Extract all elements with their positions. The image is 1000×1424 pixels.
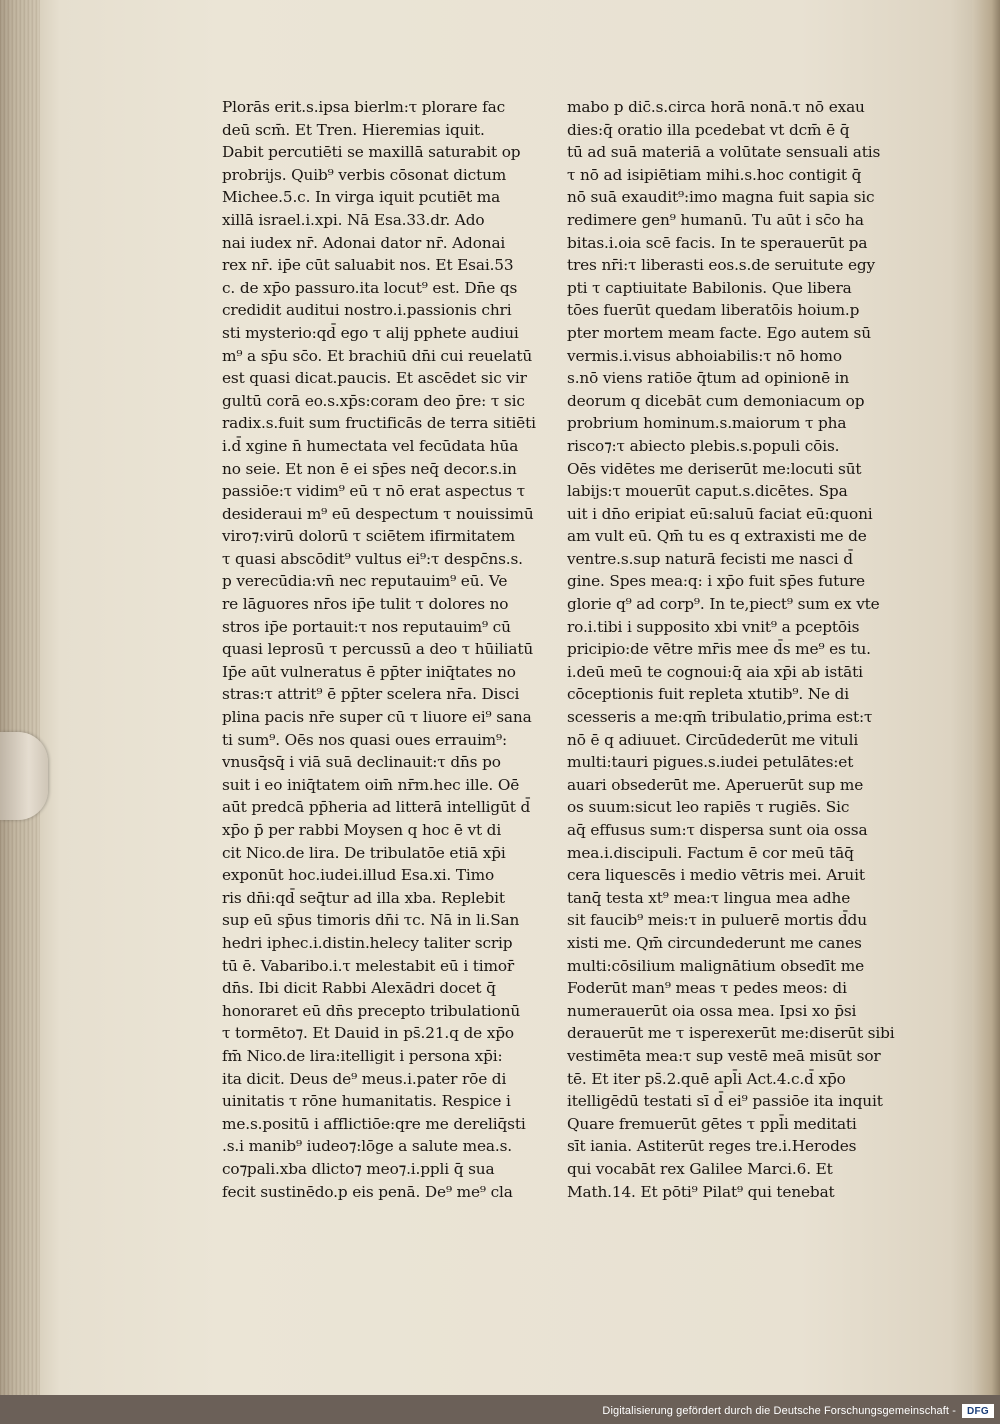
right-column-line: glorie q⁹ ad corp⁹. In te,piect⁹ sum ex vte (567, 595, 880, 614)
book-clasp (0, 732, 48, 820)
right-column-line: Math.14. Et pōti⁹ Pilat⁹ qui tenebat (567, 1182, 835, 1201)
left-column-line: desideraui m⁹ eū despectum τ nouissimū (222, 504, 534, 523)
left-column-line: radix.s.fuit sum fructificās de terra sitiēti (222, 414, 536, 433)
right-column-line: i.deū meū te cognoui:q̄ aia xp̄i ab istāti (567, 662, 863, 681)
left-column-line: probrijs. Quib⁹ verbis cōsonat dictum (222, 165, 507, 184)
right-column-line: cōceptionis fuit repleta xtutib⁹. Ne di (567, 685, 849, 704)
left-column-line: credidit auditui nostro.i.passionis chri (222, 301, 512, 320)
right-column-line: tres nr̄i:τ liberasti eos.s.de seruitute egy (567, 256, 876, 275)
right-column-line: s.nō viens ratiōe q̄tum ad opinionē in (567, 369, 850, 388)
right-column-line: itelligēdū testati sī d̄ ei⁹ passiōe ita inquit (567, 1092, 883, 1111)
left-column-line: rex nr̄. ip̄e cūt saluabit nos. Et Esai.53 (222, 256, 514, 275)
left-column-line: suit i eo iniq̄tatem oim̄ nr̄m.hec ille. Oē (222, 775, 520, 794)
left-column-line: hedri iphec.i.distin.helecy taliter scrip (222, 933, 513, 952)
right-column-line: risco⁊:τ abiecto plebis.s.populi cōis. (567, 436, 840, 455)
left-column-line: stros ip̄e portauit:τ nos reputauim⁹ cū (222, 617, 511, 636)
left-column-line: p verecūdia:vn̄ nec reputauim⁹ eū. Ve (222, 572, 508, 591)
left-column-line: Plorās erit.s.ipsa bierlm:τ plorare fac (222, 98, 506, 116)
right-column-line: redimere gen⁹ humanū. Tu aūt i sc̄o ha (567, 210, 864, 229)
left-column-line: nai iudex nr̄. Adonai dator nr̄. Adonai (222, 233, 506, 252)
left-column-line: stras:τ attrit⁹ ē pp̄ter scelera nr̄a. Disci (222, 685, 520, 704)
left-column-line: me.s.positū i afflictiōe:qre me dereliq̄sti (222, 1114, 526, 1133)
left-column-line: xp̄o p̄ per rabbi Moysen q hoc ē vt di (222, 821, 502, 839)
right-column-line: pricipio:de vētre mr̄is mee d̄s me⁹ es tu. (567, 640, 871, 659)
left-column-line: vnusq̄sq̄ i viā suā declinauit:τ dn̄s po (222, 753, 501, 772)
right-column-line: nō suā exaudit⁹:imo magna fuit sapia sic (567, 188, 875, 207)
right-column-line: ro.i.tibi i supposito xbi vnit⁹ a pceptōis (567, 617, 860, 636)
page-gutter-edge (972, 0, 1000, 1395)
left-column-line: deū scm̄. Et Tren. Hieremias iquit. (222, 120, 485, 139)
right-column-line: probrium hominum.s.maiorum τ pha (567, 414, 847, 433)
right-column-line: cera liquescēs i medio vētris mei. Aruit (567, 866, 865, 885)
right-column-line: multi:cōsilium malignātium obsedīt me (567, 956, 865, 975)
left-column-line: fecit sustinēdo.p eis penā. De⁹ me⁹ cla (222, 1182, 513, 1201)
left-column-line: no seie. Et non ē ei sp̄es neq̄ decor.s.in (222, 459, 517, 478)
right-column-line: Foderūt man⁹ meas τ pedes meos: di (567, 979, 847, 998)
left-column-line: gultū corā eo.s.xp̄s:coram deo p̄re: τ sic (222, 391, 525, 410)
right-column-line: pti τ captiuitate Babilonis. Que libera (567, 278, 852, 297)
right-column-line: aq̄ effusus sum:τ dispersa sunt oia ossa (567, 821, 868, 839)
left-column-line: honoraret eū dn̄s precepto tribulationū (222, 1001, 521, 1020)
right-column-line: mea.i.discipuli. Factum ē cor meū tāq̄ (567, 843, 854, 862)
left-column-line: fm̄ Nico.de lira:itelligit i persona xp̄i: (222, 1046, 503, 1065)
right-column-line: Quare fremuerūt gētes τ ppl̄i meditati (567, 1114, 857, 1133)
left-column-line: sup eū sp̄us timoris dn̄i τc. Nā in li.San (222, 911, 520, 930)
left-column-line: sti mysterio:qd̄ ego τ alij pphete audiui (222, 323, 519, 342)
right-column-line: tanq̄ testa xt⁹ mea:τ lingua mea adhe (567, 888, 851, 907)
right-column-line: deorum q dicebāt cum demoniacum op (567, 391, 865, 410)
left-column-line: τ tormēto⁊. Et Dauid in ps̄.21.q de xp̄o (222, 1024, 514, 1043)
left-column-line: plina pacis nr̄e super cū τ liuore ei⁹ sana (222, 708, 532, 727)
left-column-line: Ip̄e aūt vulneratus ē pp̄ter iniq̄tates no (222, 662, 516, 681)
left-column-line: co⁊pali.xba dlicto⁊ meo⁊.i.ppli q̄ sua (222, 1159, 495, 1178)
left-column-line: uinitatis τ rōne humanitatis. Respice i (222, 1092, 511, 1111)
left-column-line: c. de xp̄o passuro.ita locut⁹ est. Dn̄e qs (222, 278, 518, 297)
right-column-line: ventre.s.sup naturā fecisti me nasci d̄ (567, 549, 853, 568)
left-column-line: quasi leprosū τ percussū a deo τ hūiliatū (222, 640, 534, 659)
left-column-line: cit Nico.de lira. De tribulatōe etiā xp̄i (222, 843, 506, 862)
left-column-line: ti sum⁹. Oēs nos quasi oues errauim⁹: (222, 730, 508, 749)
left-column-line: i.d̄ xgine n̄ humectata vel fecūdata hūa (222, 436, 519, 455)
left-column-line: tū ē. Vabaribo.i.τ melestabit eū i timor̄ (222, 956, 515, 975)
left-column-line: passiōe:τ vidim⁹ eū τ nō erat aspectus τ (222, 482, 526, 501)
right-column-line: sīt iania. Astiterūt reges tre.i.Herodes (567, 1137, 857, 1156)
left-column-line: ita dicit. Deus de⁹ meus.i.pater rōe di (222, 1069, 507, 1088)
left-column-line: ris dn̄i:qd̄ seq̄tur ad illa xba. Replebit (222, 888, 505, 907)
left-text-column (222, 96, 554, 1203)
right-column-line: sit faucib⁹ meis:τ in puluerē mortis d̄du (567, 911, 867, 930)
right-column-line: τ nō ad isipiētiam mihi.s.hoc contigit q̄ (567, 165, 862, 184)
right-column-line: labijs:τ mouerūt caput.s.dicētes. Spa (567, 482, 848, 501)
left-column-line: .s.i manib⁹ iudeo⁊:lōge a salute mea.s. (222, 1137, 513, 1156)
left-column-line: aūt predcā pp̄heria ad litterā intelligūt d̄ (222, 798, 531, 817)
right-column-line: derauerūt me τ isperexerūt me:diserūt sibi (567, 1024, 895, 1043)
right-column-line: xisti me. Qm̄ circundederunt me canes (567, 933, 862, 952)
right-column-line: tē. Et iter ps̄.2.quē apl̄i Act.4.c.d̄ xp̄o (567, 1069, 846, 1088)
left-column-line: τ quasi abscōdit⁹ vultus ei⁹:τ despc̄ns.s. (222, 549, 523, 568)
right-column-line: pter mortem meam facte. Ego autem sū (567, 323, 871, 342)
footer-bar (0, 1395, 1000, 1424)
right-column-line: multi:tauri pigues.s.iudei petulātes:et (567, 753, 854, 772)
right-column-line: qui vocabāt rex Galilee Marci.6. Et (567, 1159, 833, 1178)
left-column-line: Michee.5.c. In virga iquit pcutiēt ma (222, 188, 501, 207)
right-column-line: mabo p dic̄.s.circa horā nonā.τ nō exau (567, 98, 865, 116)
left-column-line: est quasi dicat.paucis. Et ascēdet sic vir (222, 369, 527, 388)
right-column-line: Oēs vidētes me deriserūt me:locuti sūt (567, 459, 862, 478)
right-column-line: vermis.i.visus abhoiabilis:τ nō homo (567, 346, 842, 365)
left-column-line: m⁹ a sp̄u sc̄o. Et brachiū dn̄i cui reuelatū (222, 346, 533, 365)
right-column-line: os suum:sicut leo rapiēs τ rugiēs. Sic (567, 798, 850, 817)
right-column-line: tū ad suā materiā a volūtate sensuali atis (567, 143, 881, 162)
left-column-line: viro⁊:virū dolorū τ sciētem ifirmitatem (222, 527, 516, 546)
left-column-line: exponūt hoc.iudei.illud Esa.xi. Timo (222, 866, 495, 885)
left-column-line: xillā israel.i.xpi. Nā Esa.33.dr. Ado (222, 210, 485, 229)
funding-credit: Digitalisierung gefördert durch die Deutsche Forschungsgemeinschaft - (602, 1405, 956, 1417)
right-column-line: gine. Spes mea:q: i xp̄o fuit sp̄es future (567, 572, 865, 591)
right-column-line: tōes fuerūt quedam liberatōis hoium.p (567, 301, 860, 320)
right-column-line: uit i dn̄o eripiat eū:saluū faciat eū:quoni (567, 504, 873, 523)
right-column-line: nō ē q adiuuet. Circūdederūt me vituli (567, 730, 859, 749)
right-column-line: vestimēta mea:τ sup vestē meā misūt sor (567, 1046, 881, 1065)
dfg-logo: DFG (962, 1404, 994, 1418)
right-column-line: dies:q̄ oratio illa pcedebat vt dcm̄ ē q̄ (567, 120, 850, 139)
right-column-line: numerauerūt oia ossa mea. Ipsi xo p̄si (567, 1001, 857, 1020)
right-column-line: bitas.i.oia scē facis. In te sperauerūt pa (567, 233, 868, 252)
right-column-line: auari obsederūt me. Aperuerūt sup me (567, 775, 864, 794)
left-column-line: Dabit percutiēti se maxillā saturabit op (222, 143, 521, 162)
right-text-column (567, 96, 902, 1203)
right-column-line: am vult eū. Qm̄ tu es q extraxisti me de (567, 527, 867, 546)
left-column-line: re lāguores nr̄os ip̄e tulit τ dolores no (222, 595, 509, 614)
right-column-line: scesseris a me:qm̄ tribulatio,prima est:τ (567, 708, 873, 727)
book-page-edges (0, 0, 40, 1395)
left-column-line: dn̄s. Ibi dicit Rabbi Alexādri docet q̄ (222, 979, 496, 998)
